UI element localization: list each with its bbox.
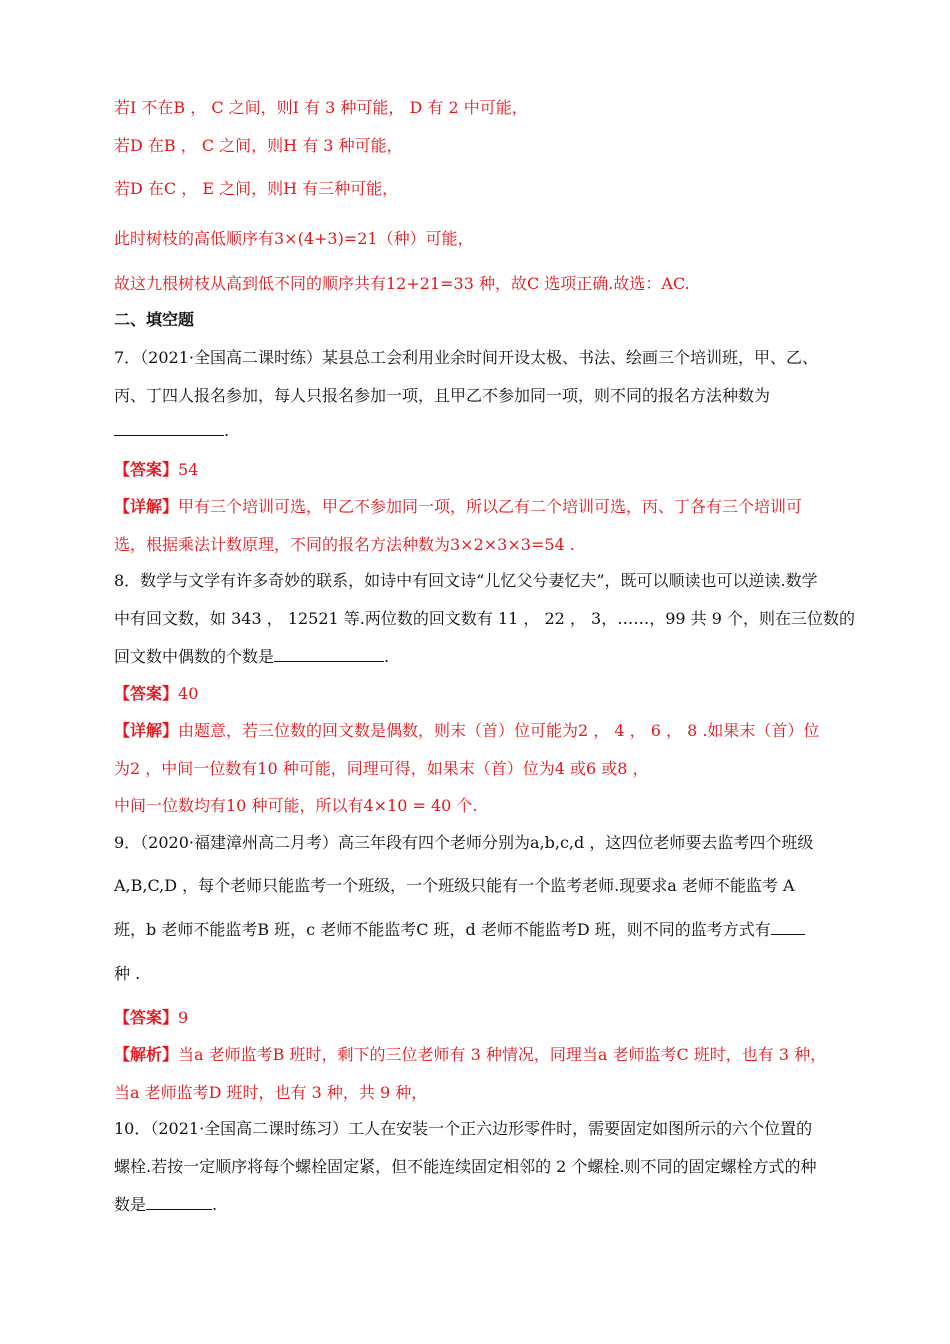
q7-line-2: 丙、丁四人报名参加，每人只报名参加一项，且甲乙不参加同一项，则不同的报名方法种数为: [114, 386, 771, 405]
prev-solution-line-4: 此时树枝的高低顺序有3×(4+3)=21（种）可能，: [114, 229, 474, 248]
q7-line-3-end: .: [224, 421, 230, 440]
q7-answer: [114, 457, 850, 480]
section-title: 二、填空题: [114, 310, 195, 329]
q7-line-3: [114, 421, 850, 440]
q8-detail-line-3: 中间一位数均有10 种可能，所以有4×10 = 40 个.: [114, 796, 478, 815]
q7-detail-tag: 【详解】: [114, 497, 179, 516]
q10-answer-blank: [146, 1195, 212, 1210]
q9-line-3: [114, 917, 850, 940]
q8-detail-text-1: 由题意，若三位数的回文数是偶数，则末（首）位可能为2 ， 4 ， 6 ， 8 .如果末（首）位: [178, 721, 820, 740]
q8-detail-line-1: [114, 718, 850, 741]
prev-solution-line-5: 故这九根树枝从高到低不同的顺序共有12+21=33 种，故C 选项正确.故选：AC.: [114, 274, 690, 293]
prev-solution-line-2: 若D 在B ， C 之间，则H 有 3 种可能，: [114, 136, 403, 155]
q9-line-4: 种 .: [114, 964, 141, 983]
q9-line-1: 9．（2020·福建漳州高二月考）高三年段有四个老师分别为a,b,c,d ，这四位老师要去监考四个班级: [114, 833, 814, 852]
q8-line-3-end: .: [384, 647, 390, 666]
q9-detail-line-1: [114, 1042, 850, 1065]
q8-line-1: 8．数学与文学有许多奇妙的联系，如诗中有回文诗“儿忆父兮妻忆夫”，既可以顺读也可以逆读.数学: [114, 571, 818, 590]
q7-answer-value: 54: [178, 460, 199, 479]
q9-detail-text-1: 当a 老师监考B 班时，剩下的三位老师有 3 种情况，同理当a 老师监考C 班时，也有 3 种，: [178, 1045, 827, 1064]
q7-detail-line-1: [114, 494, 850, 517]
q10-line-3-end: .: [212, 1195, 218, 1214]
prev-solution-line-1: 若I 不在B ， C 之间，则I 有 3 种可能， D 有 2 中可能，: [114, 98, 528, 117]
q8-line-3-text: 回文数中偶数的个数是: [114, 647, 275, 666]
q7-line-1: 7．（2021·全国高二课时练）某县总工会利用业余时间开设太极、书法、绘画三个培训班，甲、乙、: [114, 348, 818, 367]
q9-answer: [114, 1005, 850, 1028]
q9-line-2: A,B,C,D ，每个老师只能监考一个班级，一个班级只能有一个监考老师.现要求a 老师不能监考 A: [114, 876, 795, 895]
q9-answer-value: 9: [178, 1008, 189, 1027]
q9-detail-line-2: 当a 老师监考D 班时，也有 3 种，共 9 种，: [114, 1083, 428, 1102]
q9-answer-tag: 【答案】: [114, 1008, 179, 1027]
q8-detail-tag: 【详解】: [114, 721, 179, 740]
q8-answer: [114, 681, 850, 704]
q10-line-2: 螺栓.若按一定顺序将每个螺栓固定紧，但不能连续固定相邻的 2 个螺栓.则不同的固定螺栓方式的种: [114, 1157, 817, 1176]
q8-line-2: 中有回文数，如 343 ， 12521 等.两位数的回文数有 11 ， 22 ， 3，……，99 共 9 个，则在三位数的: [114, 609, 855, 628]
q7-answer-blank: [114, 421, 224, 436]
q10-line-1: 10．（2021·全国高二课时练习）工人在安装一个正六边形零件时，需要固定如图所示的六个位置的: [114, 1119, 813, 1138]
q7-detail-line-2: 选，根据乘法计数原理，不同的报名方法种数为3×2×3×3=54 .: [114, 535, 575, 554]
q8-detail-line-2: 为2 ，中间一位数有10 种可能，同理可得，如果末（首）位为4 或6 或8 ，: [114, 759, 649, 778]
q10-line-3: [114, 1192, 850, 1215]
q8-answer-value: 40: [178, 684, 199, 703]
q8-line-3: [114, 644, 850, 667]
q7-detail-text-1: 甲有三个培训可选，甲乙不参加同一项，所以乙有二个培训可选，丙、丁各有三个培训可: [178, 497, 803, 516]
q10-line-3-text: 数是: [114, 1195, 147, 1214]
q8-answer-tag: 【答案】: [114, 684, 179, 703]
q7-answer-tag: 【答案】: [114, 460, 179, 479]
prev-solution-line-3: 若D 在C ， E 之间，则H 有三种可能，: [114, 179, 399, 198]
q9-detail-tag: 【解析】: [114, 1045, 179, 1064]
q9-answer-blank: [771, 920, 805, 935]
q9-line-3-text: 班，b 老师不能监考B 班，c 老师不能监考C 班，d 老师不能监考D 班，则不同的监考方式有: [114, 920, 771, 939]
q8-answer-blank: [274, 647, 384, 662]
